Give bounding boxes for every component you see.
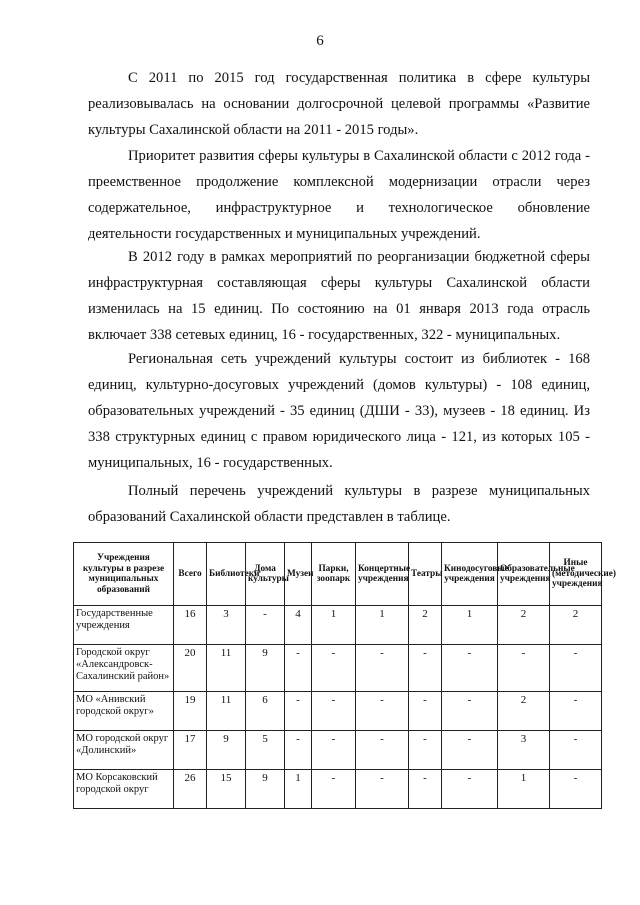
cell-libraries: 3 [207,606,246,645]
paragraph-reorganization: В 2012 году в рамках мероприятий по реорганизации бюджетной сферы инфраструктурная составляющая сферы культуры Сахалинской области изменилась на 15 единиц. По состоянию на 01 января 2013 года отрасль включает 338 сетевых единиц, 16 - государственных, 322 - муниципальных. [88,249,590,343]
cell-museums: 4 [285,606,312,645]
cell-total: 19 [174,692,207,731]
cell-cinema: - [442,645,498,692]
cell-libraries: 15 [207,770,246,809]
table-row [74,731,602,770]
cell-museums: - [285,645,312,692]
culture-institutions-table [73,542,616,809]
cell-museums: - [285,731,312,770]
cell-other: - [550,692,602,731]
cell-cinema: - [442,770,498,809]
cell-libraries: 9 [207,731,246,770]
cell-concert: - [356,645,409,692]
cell-theatres: - [409,645,442,692]
header-parks: Парки, зоопарк [312,543,356,606]
cell-culture-houses: 6 [246,692,285,731]
header-museums: Музеи [285,543,312,606]
cell-total: 17 [174,731,207,770]
table-row [74,770,602,809]
cell-parks: - [312,770,356,809]
cell-culture-houses: 9 [246,645,285,692]
header-libraries: Библиотеки [207,543,246,606]
cell-culture-houses: - [246,606,285,645]
row-name: МО городской округ «Долинский» [74,731,174,770]
cell-culture-houses: 5 [246,731,285,770]
cell-concert: - [356,770,409,809]
cell-museums: 1 [285,770,312,809]
paragraph-program: С 2011 по 2015 год государственная политика в сфере культуры реализовывалась на основании долгосрочной целевой программы «Развитие культуры Сахалинской области на 2011 - 2015 годы». [88,70,590,138]
table-row [74,645,602,692]
cell-theatres: - [409,770,442,809]
cell-museums: - [285,692,312,731]
table-header-row [74,543,602,606]
cell-education: 1 [498,770,550,809]
cell-theatres: - [409,731,442,770]
header-cinema: Кинодосуговые учреждения [442,543,498,606]
table-row [74,692,602,731]
cell-concert: - [356,692,409,731]
cell-parks: - [312,731,356,770]
header-total: Всего [174,543,207,606]
cell-other: - [550,770,602,809]
header-education: Образовательные учреждения [498,543,550,606]
cell-concert: - [356,731,409,770]
header-other: Иные (методические) учреждения [550,543,602,606]
cell-total: 20 [174,645,207,692]
cell-theatres: - [409,692,442,731]
cell-other: 2 [550,606,602,645]
row-name: Городской округ «Александровск-Сахалинский район» [74,645,174,692]
cell-cinema: - [442,731,498,770]
paragraph-priority: Приоритет развития сферы культуры в Сахалинской области с 2012 года - преемственное продолжение комплексной модернизации отрасли через содержательное, инфраструктурное и технологическое обновление деятельности государственных и муниципальных учреждений. [88,148,590,242]
cell-cinema: 1 [442,606,498,645]
row-name: МО Корсаковский городской округ [74,770,174,809]
page-number: 6 [316,33,324,49]
cell-parks: 1 [312,606,356,645]
header-culture-houses: Дома культуры [246,543,285,606]
cell-education: 2 [498,606,550,645]
cell-concert: 1 [356,606,409,645]
cell-total: 26 [174,770,207,809]
cell-cinema: - [442,692,498,731]
cell-other: - [550,731,602,770]
header-institution: Учреждения культуры в разрезе муниципальных образований [74,543,174,606]
cell-other: - [550,645,602,692]
row-name: Государственные учреждения [74,606,174,645]
cell-libraries: 11 [207,645,246,692]
cell-libraries: 11 [207,692,246,731]
cell-education: 3 [498,731,550,770]
header-theatres: Театры [409,543,442,606]
cell-education: 2 [498,692,550,731]
table-row [74,606,602,645]
header-concert: Концертные учреждения [356,543,409,606]
cell-culture-houses: 9 [246,770,285,809]
paragraph-network: Региональная сеть учреждений культуры состоит из библиотек - 168 единиц, культурно-досуговых учреждений (домов культуры) - 108 единиц, образовательных учреждений - 35 единиц (ДШИ - 33), музеев - 18 единиц. Из 338 структурных единиц с правом юридического лица - 121, из которых 105 - муниципальных, 16 - государственных. [88,351,590,471]
cell-parks: - [312,645,356,692]
cell-parks: - [312,692,356,731]
cell-education: - [498,645,550,692]
row-name: МО «Анивский городской округ» [74,692,174,731]
cell-total: 16 [174,606,207,645]
cell-theatres: 2 [409,606,442,645]
paragraph-table-intro: Полный перечень учреждений культуры в разрезе муниципальных образований Сахалинской области представлен в таблице. [88,483,590,525]
